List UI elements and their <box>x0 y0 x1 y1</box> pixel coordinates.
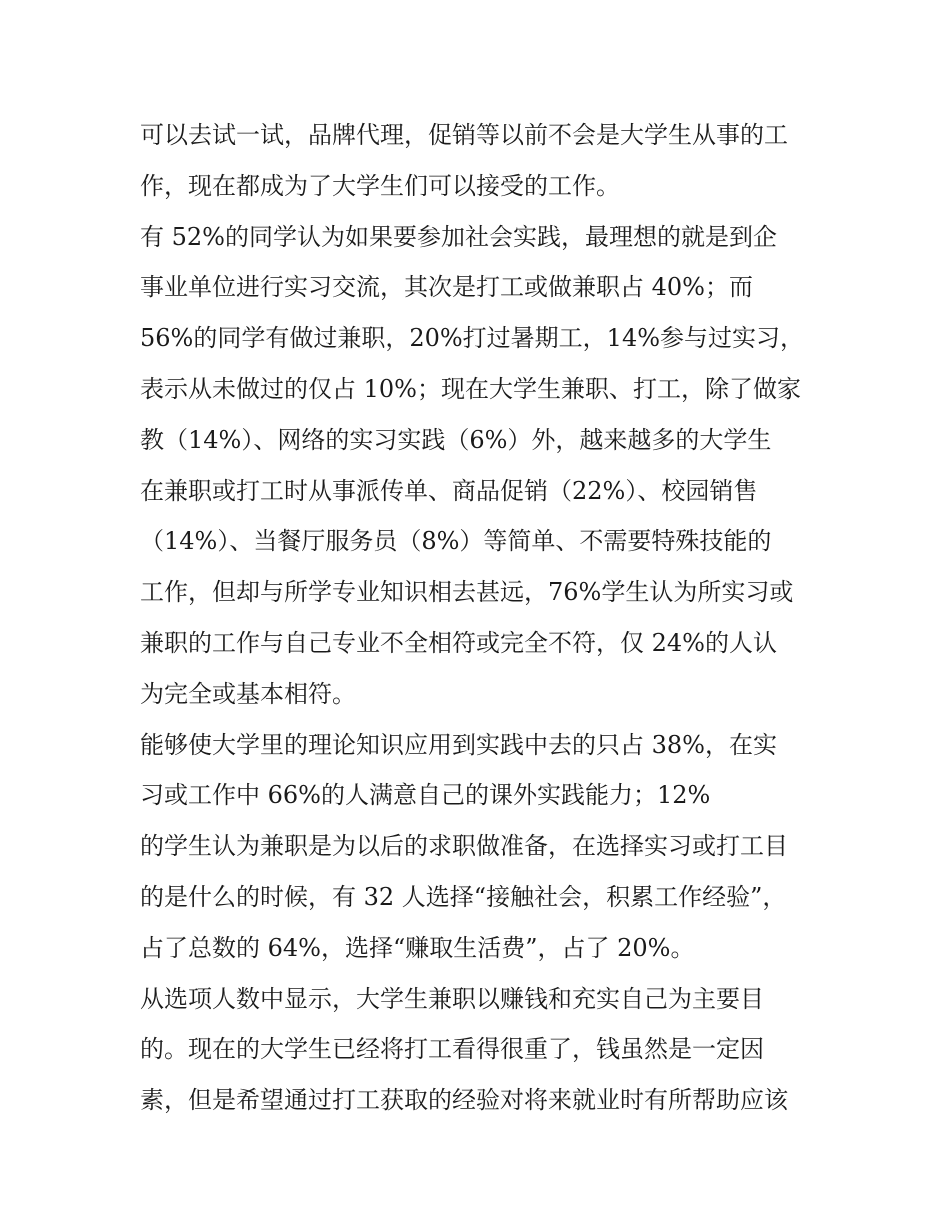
text-line: 有 52%的同学认为如果要参加社会实践，最理想的就是到企 <box>140 222 777 251</box>
text-line: 占了总数的 64%，选择“赚取生活费”，占了 20%。 <box>140 933 695 962</box>
text-line: （14%）、当餐厅服务员（8%）等简单、不需要特殊技能的 <box>140 527 772 556</box>
text-line: 素，但是希望通过打工获取的经验对将来就业时有所帮助应该 <box>140 1086 788 1115</box>
text-line: 在兼职或打工时从事派传单、商品促销（22%）、校园销售 <box>140 476 758 505</box>
text-line: 可以去试一试，品牌代理，促销等以前不会是大学生从事的工 <box>140 121 788 149</box>
text-line: 事业单位进行实习交流，其次是打工或做兼职占 40%；而 <box>140 273 753 302</box>
text-line: 的。现在的大学生已经将打工看得很重了，钱虽然是一定因 <box>140 1035 764 1064</box>
text-line: 表示从未做过的仅占 10%；现在大学生兼职、打工，除了做家 <box>140 374 801 403</box>
text-line: 习或工作中 66%的人满意自己的课外实践能力；12% <box>140 781 711 810</box>
text-line: 兼职的工作与自己专业不全相符或完全不符，仅 24%的人认 <box>140 628 777 657</box>
text-line: 能够使大学里的理论知识应用到实践中去的只占 38%，在实 <box>140 730 777 759</box>
body-text <box>140 110 820 1126</box>
text-line: 作，现在都成为了大学生们可以接受的工作。 <box>140 171 620 200</box>
text-line: 56%的同学有做过兼职，20%打过暑期工，14%参与过实习， <box>140 324 805 353</box>
text-line: 教（14%）、网络的实习实践（6%）外，越来越多的大学生 <box>140 425 772 454</box>
text-line: 为完全或基本相符。 <box>140 679 356 708</box>
text-line: 工作，但却与所学专业知识相去甚远，76%学生认为所实习或 <box>140 578 794 607</box>
text-line: 的是什么的时候，有 32 人选择“接触社会，积累工作经验”， <box>140 882 787 911</box>
text-line: 的学生认为兼职是为以后的求职做准备，在选择实习或打工目 <box>140 832 788 861</box>
text-line: 从选项人数中显示，大学生兼职以赚钱和充实自己为主要目 <box>140 984 764 1013</box>
